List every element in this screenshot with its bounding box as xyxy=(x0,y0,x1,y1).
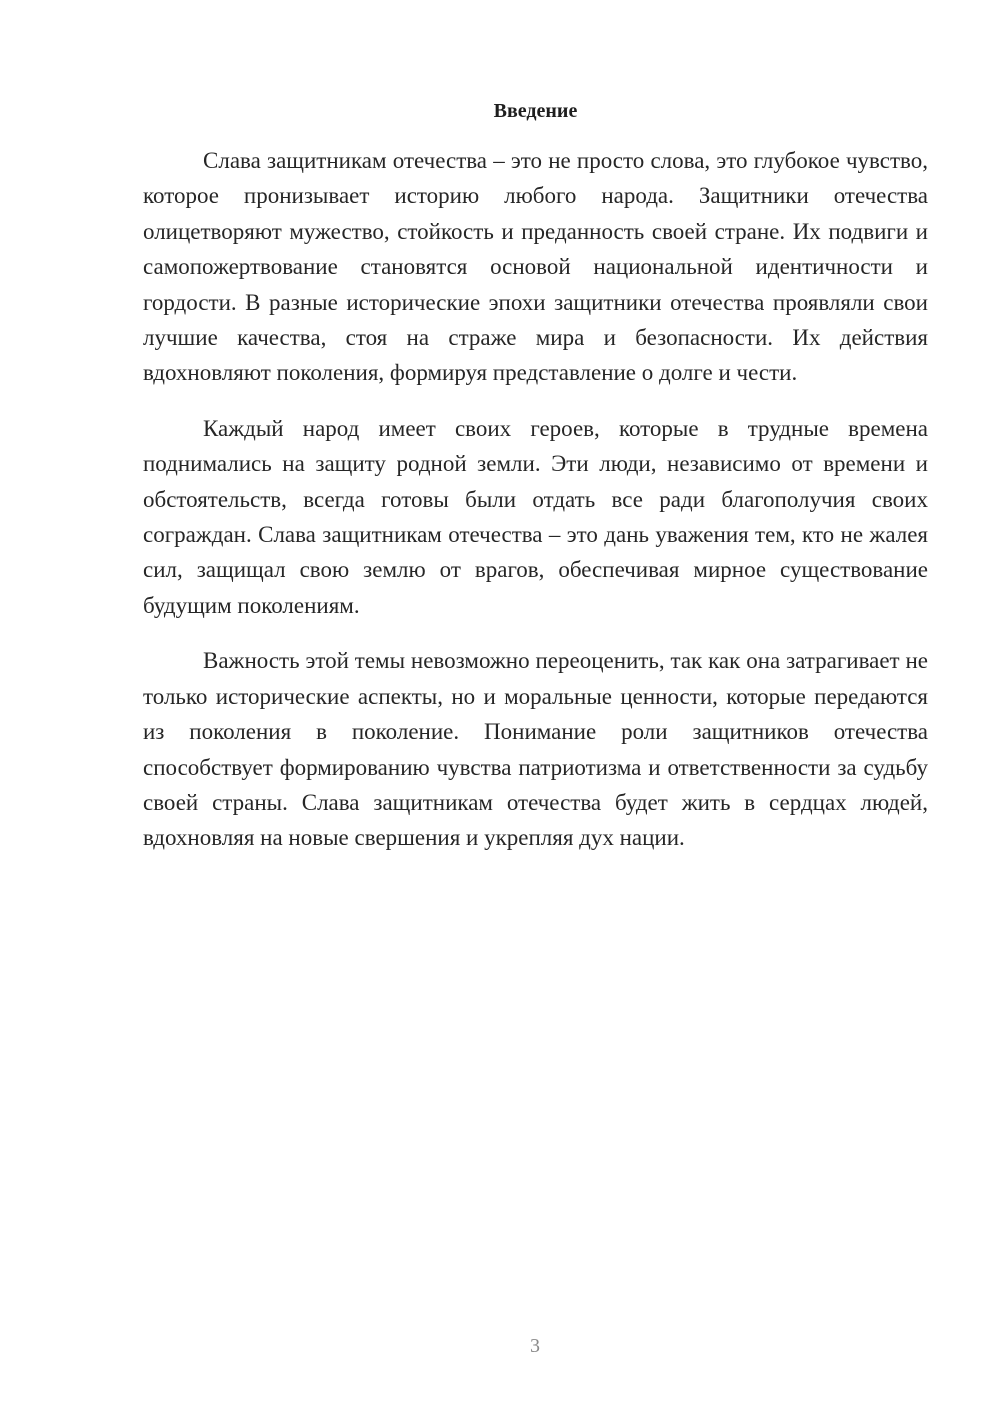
paragraph-2: Каждый народ имеет своих героев, которые в трудные времена поднимались на защиту родной земли. Эти люди, независимо от времени и обстоятельств, всегда готовы были отдать все ради благополучия своих сограждан. Слава защитникам отечества – это дань уважения тем, кто не жалея сил, защищал свою землю от врагов, обеспечивая мирное существование будущим поколениям. xyxy=(143,415,928,618)
page-number: 3 xyxy=(530,1335,540,1357)
paragraph-3: Важность этой темы невозможно переоценить, так как она затрагивает не только исторические аспекты, но и моральные ценности, которые передаются из поколения в поколение. Понимание роли защитников отечества способствует формированию чувства патриотизма и ответственности за судьбу своей страны. Слава защитникам отечества будет жить в сердцах людей, вдохновляя на новые свершения и укрепляя дух нации. xyxy=(143,648,928,851)
body-text xyxy=(143,143,928,876)
paragraph-1: Слава защитникам отечества – это не просто слова, это глубокое чувство, которое пронизывает историю любого народа. Защитники отечества олицетворяют мужество, стойкость и преданность своей стране. Их подвиги и самопожертвование становятся основой национальной идентичности и гордости. В разные исторические эпохи защитники отечества проявляли свои лучшие качества, стоя на страже мира и безопасности. Их действия вдохновляют поколения, формируя представление о долге и чести. xyxy=(143,148,928,386)
section-heading: Введение xyxy=(493,100,578,122)
